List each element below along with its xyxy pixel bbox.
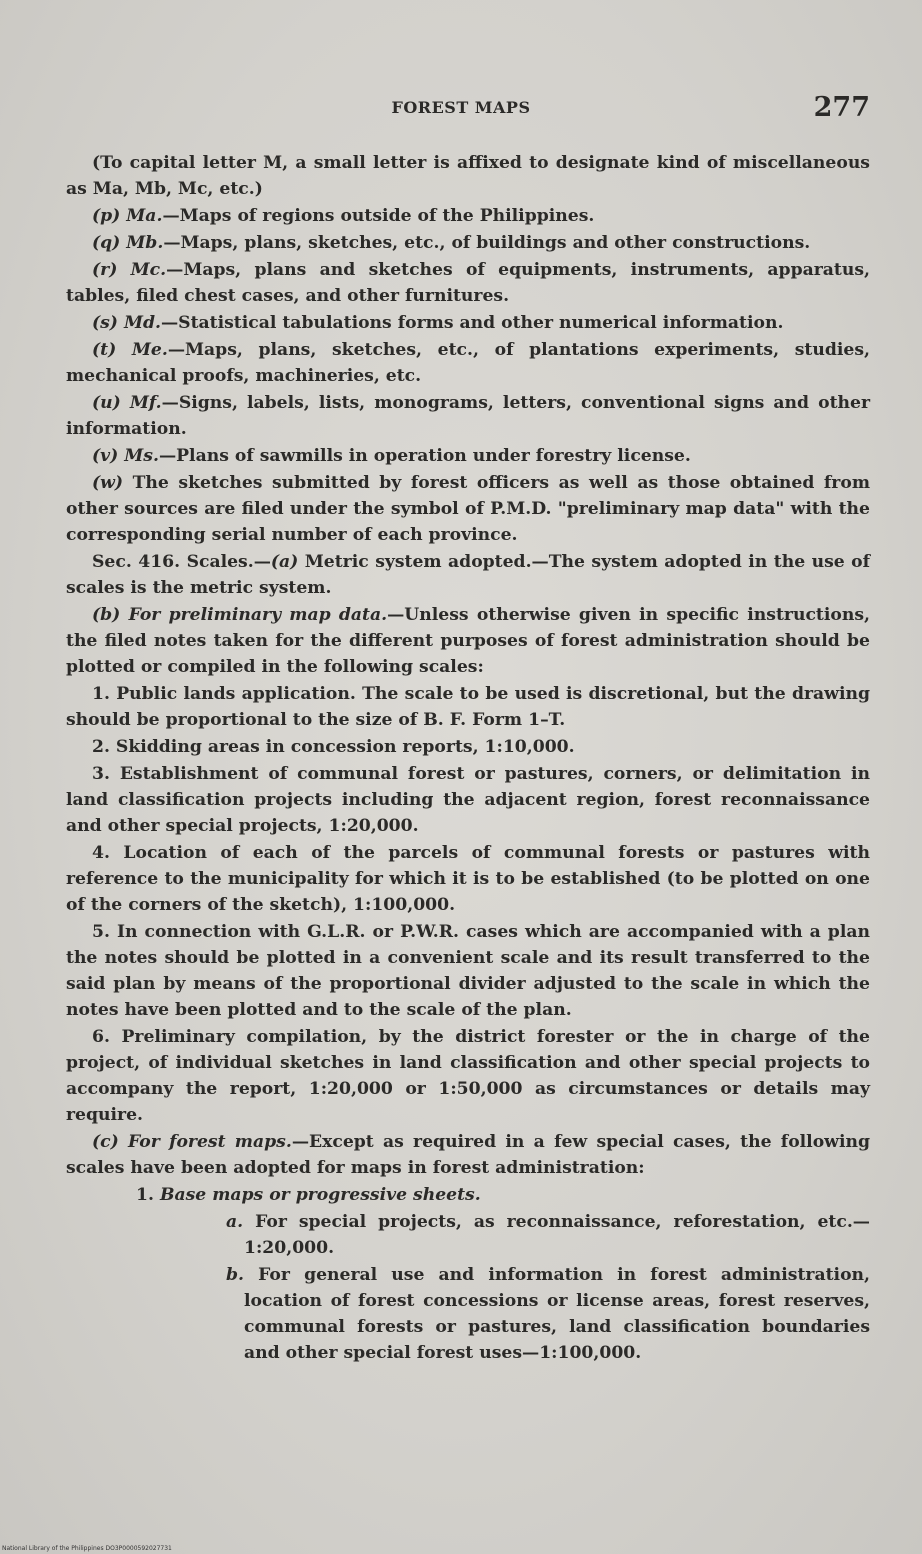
page-header	[0, 92, 922, 132]
paragraph: (u) Mf.—Signs, labels, lists, monograms, letters, conventional signs and other information.	[66, 393, 871, 439]
paragraph: (s) Md.—Statistical tabulations forms and other numerical information.	[92, 313, 784, 333]
list-heading: 1. Base maps or progressive sheets.	[136, 1185, 481, 1205]
list-item: 4. Location of each of the parcels of communal forests or pastures with reference to the municipality for which it is to be established (to be plotted on one of the corners of the sketch), 1:100,000.	[66, 843, 870, 915]
paragraph: (t) Me.—Maps, plans, sketches, etc., of plantations experiments, studies, mechanical proofs, machineries, etc.	[66, 340, 870, 386]
paragraph: (p) Ma.—Maps of regions outside of the Philippines.	[92, 206, 595, 226]
list-item: 2. Skidding areas in concession reports, 1:10,000.	[92, 737, 575, 757]
paragraph: (r) Mc.—Maps, plans and sketches of equipments, instruments, apparatus, tables, filed chest cases, and other furnitures.	[66, 260, 871, 306]
list-item: 6. Preliminary compilation, by the district forester or the in charge of the project, of individual sketches in land classification and other special projects to accompany the report, 1:20,000 or 1:50,000 as circumstances or details may require.	[66, 1027, 870, 1125]
list-item: 3. Establishment of communal forest or pastures, corners, or delimitation in land classification projects including the adjacent region, forest reconnaissance and other special projects, 1:20,000.	[66, 764, 870, 836]
page-number: 277	[813, 92, 870, 123]
section-paragraph: Sec. 416. Scales.—(a) Metric system adopted.—The system adopted in the use of scales is the metric system.	[66, 552, 871, 598]
scan-footer: National Library of the Philippines DO3P0000592027731	[2, 1545, 172, 1552]
sublist-item: a. For special projects, as reconnaissance, reforestation, etc.—1:20,000.	[226, 1212, 870, 1258]
paragraph: (To capital letter M, a small letter is affixed to designate kind of miscellaneous as Ma, Mb, Mc, etc.)	[66, 153, 870, 199]
paragraph: (b) For preliminary map data.—Unless otherwise given in specific instructions, the filed notes taken for the different purposes of forest administration should be plotted or compiled in the following scales:	[66, 605, 871, 677]
list-item: 5. In connection with G.L.R. or P.W.R. cases which are accompanied with a plan the notes should be plotted in a convenient scale and its result transferred to the said plan by means of the proportional divider adjusted to the scale in which the notes have been plotted and to the scale of the plan.	[66, 922, 870, 1020]
sublist-item: b. For general use and information in forest administration, location of forest concessions or license areas, forest reserves, communal forests or pastures, land classification boundaries and other special forest uses—1:100,000.	[226, 1265, 871, 1363]
paragraph: (c) For forest maps.—Except as required in a few special cases, the following scales have been adopted for maps in forest administration:	[66, 1132, 871, 1178]
paragraph: (w) The sketches submitted by forest officers as well as those obtained from other sources are filed under the symbol of P.M.D. "preliminary map data" with the corresponding serial number of each province.	[66, 473, 871, 545]
running-head: FOREST MAPS	[391, 98, 531, 117]
paragraph: (v) Ms.—Plans of sawmills in operation under forestry license.	[92, 446, 691, 466]
list-item: 1. Public lands application. The scale to be used is discretional, but the drawing should be proportional to the size of B. F. Form 1–T.	[66, 684, 870, 730]
paragraph: (q) Mb.—Maps, plans, sketches, etc., of buildings and other constructions.	[92, 233, 811, 253]
body-text	[66, 150, 870, 1367]
